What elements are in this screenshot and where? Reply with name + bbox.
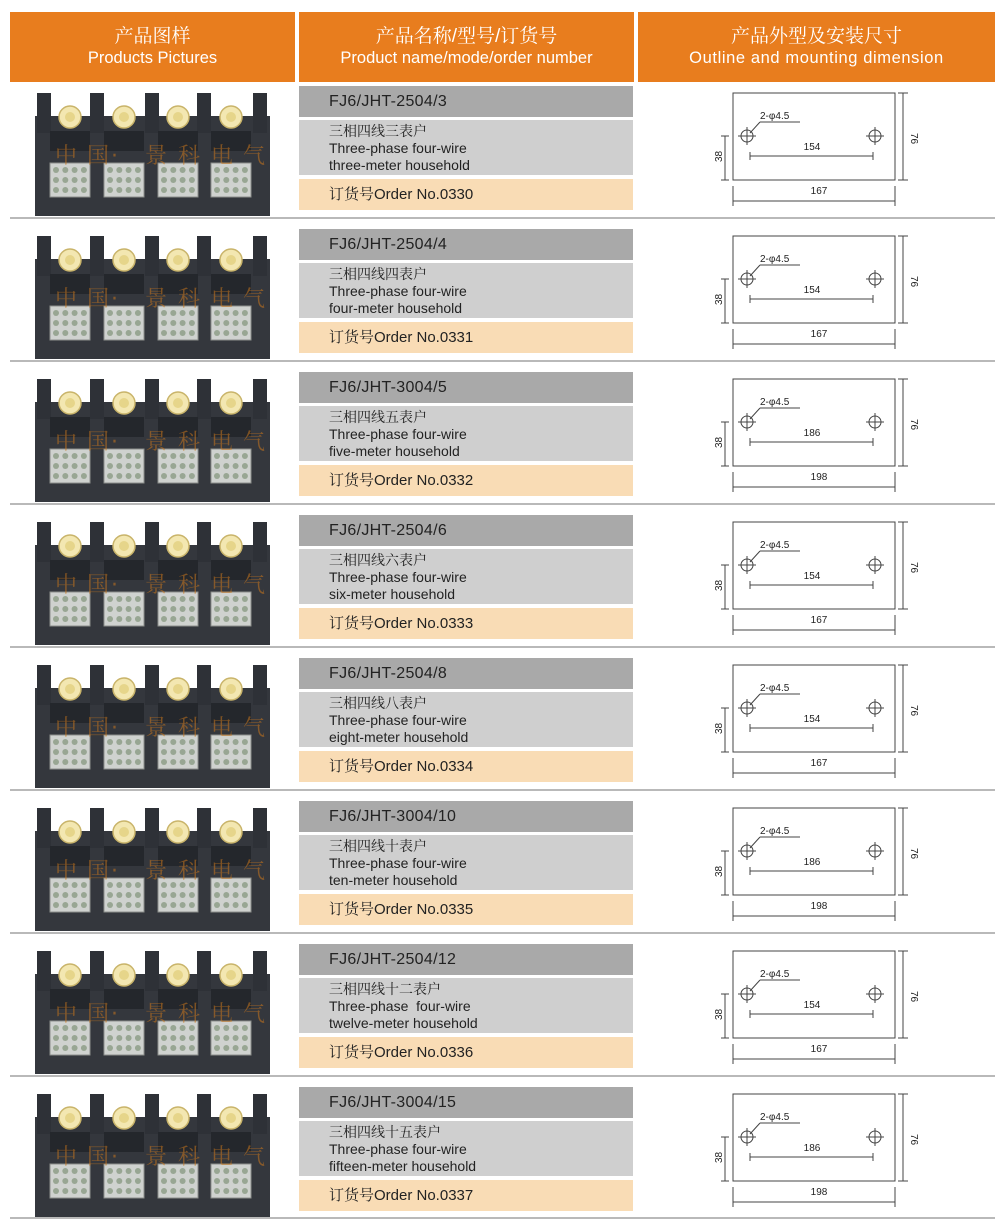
holes-label: 2-φ4.5 — [760, 1112, 790, 1123]
housing-post — [90, 665, 104, 705]
watermark-char: 国 — [87, 144, 110, 169]
product-photo — [35, 1092, 270, 1217]
watermark-char: 景 — [145, 144, 168, 169]
holes-label: 2-φ4.5 — [760, 111, 790, 122]
height-total-label: 76 — [908, 419, 919, 431]
housing-post — [253, 808, 267, 848]
order-number: 订货号Order No.0335 — [299, 894, 633, 925]
model-number: FJ6/JHT-2504/3 — [299, 86, 633, 117]
height-total-label: 76 — [908, 848, 919, 860]
watermark-char: 科 — [178, 287, 201, 312]
product-row — [0, 226, 1002, 369]
height-hole-label: 38 — [714, 1151, 725, 1163]
description-en-line2: eight-meter household — [329, 729, 469, 745]
inner-dimension: 154 — [803, 285, 821, 296]
watermark-char: 中 — [55, 430, 78, 455]
housing-post — [253, 951, 267, 991]
holes-label: 2-φ4.5 — [760, 826, 790, 837]
housing-post — [90, 93, 104, 133]
outer-dimension: 198 — [810, 901, 828, 912]
inner-dimension: 186 — [803, 857, 821, 868]
product-row — [0, 369, 1002, 512]
holes-label: 2-φ4.5 — [760, 254, 790, 265]
product-photo — [35, 806, 270, 931]
housing-post — [145, 93, 159, 133]
product-row — [0, 83, 1002, 226]
watermark-char: 电 — [211, 573, 234, 598]
description-en-line1: Three-phase four-wire — [329, 855, 467, 871]
description-en-line2: six-meter household — [329, 586, 456, 602]
height-hole-label: 38 — [714, 150, 725, 162]
watermark-char: 电 — [211, 430, 234, 455]
housing-post — [145, 379, 159, 419]
dimension-drawing — [710, 944, 920, 1074]
model-number: FJ6/JHT-3004/10 — [299, 801, 633, 832]
housing-post — [145, 951, 159, 991]
description-en-line2: fifteen-meter household — [329, 1158, 477, 1174]
product-photo — [35, 520, 270, 645]
product-photo — [35, 91, 270, 216]
housing-post — [145, 808, 159, 848]
dimension-drawing — [710, 1087, 920, 1217]
housing-post — [90, 379, 104, 419]
mounting-hole — [866, 556, 884, 574]
description-cn: 三相四线四表户 — [329, 266, 427, 282]
row-divider — [10, 1217, 995, 1219]
housing-post — [197, 951, 211, 991]
housing-post — [253, 93, 267, 133]
product-photo — [35, 663, 270, 788]
inner-dimension: 154 — [803, 571, 821, 582]
outer-dimension: 198 — [810, 1187, 828, 1198]
watermark-char: 中 — [55, 716, 78, 741]
height-total-label: 76 — [908, 133, 919, 145]
holes-label: 2-φ4.5 — [760, 683, 790, 694]
watermark-char: 景 — [145, 1145, 168, 1170]
product-description — [299, 120, 633, 175]
watermark-char: 气 — [243, 1002, 266, 1027]
header-col1-cn: 产品图样 — [114, 26, 191, 47]
height-hole-label: 38 — [714, 436, 725, 448]
model-number: FJ6/JHT-2504/8 — [299, 658, 633, 689]
outer-dimension: 167 — [810, 758, 828, 769]
product-row — [0, 798, 1002, 941]
housing-post — [197, 522, 211, 562]
housing-post — [90, 1094, 104, 1134]
mounting-hole — [866, 1128, 884, 1146]
header-col3-en: Outline and mounting dimension — [689, 49, 944, 67]
housing-post — [37, 951, 51, 991]
outer-dimension: 167 — [810, 615, 828, 626]
holes-label: 2-φ4.5 — [760, 540, 790, 551]
description-cn: 三相四线三表户 — [329, 123, 427, 139]
watermark-char: · — [111, 430, 118, 455]
product-photo — [35, 234, 270, 359]
watermark-char: 国 — [87, 573, 110, 598]
header-product-name — [299, 12, 634, 82]
watermark-char: 国 — [87, 716, 110, 741]
dimension-drawing — [710, 515, 920, 645]
order-number: 订货号Order No.0334 — [299, 751, 633, 782]
dimension-drawing — [710, 229, 920, 359]
housing-post — [37, 808, 51, 848]
housing-post — [37, 236, 51, 276]
watermark-char: 电 — [211, 1002, 234, 1027]
outer-dimension: 167 — [810, 1044, 828, 1055]
housing-post — [145, 1094, 159, 1134]
watermark-char: · — [111, 1145, 118, 1170]
description-cn: 三相四线十二表户 — [329, 981, 441, 997]
order-number: 订货号Order No.0331 — [299, 322, 633, 353]
watermark-char: 科 — [178, 716, 201, 741]
watermark-char: 中 — [55, 573, 78, 598]
watermark-char: 国 — [87, 287, 110, 312]
outer-dimension: 167 — [810, 329, 828, 340]
description-en-line1: Three-phase four-wire — [329, 426, 467, 442]
outer-dimension: 198 — [810, 472, 828, 483]
order-number: 订货号Order No.0333 — [299, 608, 633, 639]
watermark-char: 国 — [87, 1145, 110, 1170]
watermark-char: 科 — [178, 1145, 201, 1170]
holes-label: 2-φ4.5 — [760, 397, 790, 408]
description-en-line1: Three-phase four-wire — [329, 140, 467, 156]
description-cn: 三相四线十表户 — [329, 838, 427, 854]
watermark-char: 气 — [243, 859, 266, 884]
product-description — [299, 978, 633, 1033]
watermark-char: · — [111, 859, 118, 884]
housing-post — [197, 808, 211, 848]
watermark-char: 景 — [145, 430, 168, 455]
model-number: FJ6/JHT-3004/15 — [299, 1087, 633, 1118]
order-number: 订货号Order No.0330 — [299, 179, 633, 210]
housing-post — [90, 808, 104, 848]
product-photo — [35, 949, 270, 1074]
watermark-char: 科 — [178, 1002, 201, 1027]
housing-post — [37, 93, 51, 133]
watermark-char: 景 — [145, 716, 168, 741]
product-row — [0, 512, 1002, 655]
header-col3-cn: 产品外型及安装尺寸 — [730, 26, 902, 47]
mounting-hole — [866, 270, 884, 288]
row-divider — [10, 932, 995, 934]
housing-post — [37, 379, 51, 419]
watermark-char: 气 — [243, 287, 266, 312]
housing-post — [37, 1094, 51, 1134]
housing-post — [37, 665, 51, 705]
inner-dimension: 186 — [803, 1143, 821, 1154]
watermark-char: · — [111, 144, 118, 169]
inner-dimension: 186 — [803, 428, 821, 439]
dimension-drawing — [710, 372, 920, 502]
inner-dimension: 154 — [803, 714, 821, 725]
mounting-hole — [866, 699, 884, 717]
inner-dimension: 154 — [803, 1000, 821, 1011]
watermark-char: 电 — [211, 1145, 234, 1170]
height-hole-label: 38 — [714, 293, 725, 305]
watermark-char: · — [111, 716, 118, 741]
watermark-char: 中 — [55, 287, 78, 312]
housing-post — [197, 379, 211, 419]
housing-post — [253, 379, 267, 419]
description-en-line2: four-meter household — [329, 300, 463, 316]
housing-post — [90, 951, 104, 991]
outer-dimension: 167 — [810, 186, 828, 197]
watermark-char: 景 — [145, 859, 168, 884]
housing-post — [145, 522, 159, 562]
row-divider — [10, 217, 995, 219]
dimension-drawing — [710, 801, 920, 931]
watermark-char: · — [111, 573, 118, 598]
watermark-char: 中 — [55, 859, 78, 884]
product-photo — [35, 377, 270, 502]
watermark-char: 国 — [87, 1002, 110, 1027]
housing-post — [145, 665, 159, 705]
row-divider — [10, 360, 995, 362]
product-row — [0, 1084, 1002, 1227]
description-en-line2: twelve-meter household — [329, 1015, 478, 1031]
model-number: FJ6/JHT-2504/6 — [299, 515, 633, 546]
mounting-hole — [866, 985, 884, 1003]
row-divider — [10, 1075, 995, 1077]
housing-post — [253, 1094, 267, 1134]
dimension-drawing — [710, 86, 920, 216]
watermark-char: 景 — [145, 573, 168, 598]
description-cn: 三相四线十五表户 — [329, 1124, 441, 1140]
order-number: 订货号Order No.0332 — [299, 465, 633, 496]
order-number: 订货号Order No.0336 — [299, 1037, 633, 1068]
height-hole-label: 38 — [714, 579, 725, 591]
product-description — [299, 549, 633, 604]
mounting-hole — [866, 127, 884, 145]
model-number: FJ6/JHT-3004/5 — [299, 372, 633, 403]
product-description — [299, 1121, 633, 1176]
header-col2-cn: 产品名称/型号/订货号 — [375, 26, 558, 47]
holes-label: 2-φ4.5 — [760, 969, 790, 980]
height-hole-label: 38 — [714, 865, 725, 877]
height-total-label: 76 — [908, 1134, 919, 1146]
description-en-line1: Three-phase four-wire — [329, 1141, 467, 1157]
product-description — [299, 406, 633, 461]
mounting-hole — [866, 413, 884, 431]
description-cn: 三相四线八表户 — [329, 695, 427, 711]
watermark-char: 中 — [55, 144, 78, 169]
header-col2-en: Product name/mode/order number — [340, 49, 593, 67]
description-en-line1: Three-phase four-wire — [329, 283, 467, 299]
housing-post — [253, 522, 267, 562]
housing-post — [253, 236, 267, 276]
watermark-char: 景 — [145, 287, 168, 312]
housing-post — [90, 236, 104, 276]
housing-post — [197, 1094, 211, 1134]
model-number: FJ6/JHT-2504/4 — [299, 229, 633, 260]
height-total-label: 76 — [908, 276, 919, 288]
watermark-char: 科 — [178, 144, 201, 169]
row-divider — [10, 503, 995, 505]
watermark-char: 科 — [178, 430, 201, 455]
header-col1-en: Products Pictures — [87, 49, 218, 67]
product-description — [299, 835, 633, 890]
watermark-char: 气 — [243, 430, 266, 455]
watermark-char: 电 — [211, 287, 234, 312]
product-description — [299, 692, 633, 747]
watermark-char: 科 — [178, 573, 201, 598]
description-en-line1: Three-phase four-wire — [329, 998, 471, 1014]
description-en-line2: three-meter household — [329, 157, 470, 173]
height-total-label: 76 — [908, 991, 919, 1003]
height-total-label: 76 — [908, 705, 919, 717]
product-description — [299, 263, 633, 318]
description-en-line1: Three-phase four-wire — [329, 569, 467, 585]
watermark-char: 电 — [211, 144, 234, 169]
housing-post — [145, 236, 159, 276]
watermark-char: 气 — [243, 716, 266, 741]
watermark-char: 电 — [211, 859, 234, 884]
housing-post — [37, 522, 51, 562]
watermark-char: 电 — [211, 716, 234, 741]
watermark-char: 气 — [243, 573, 266, 598]
watermark-char: 景 — [145, 1002, 168, 1027]
height-hole-label: 38 — [714, 1008, 725, 1020]
inner-dimension: 154 — [803, 142, 821, 153]
height-total-label: 76 — [908, 562, 919, 574]
description-en-line1: Three-phase four-wire — [329, 712, 467, 728]
housing-post — [253, 665, 267, 705]
header-outline-dimension — [638, 12, 995, 82]
watermark-char: 科 — [178, 859, 201, 884]
housing-post — [197, 236, 211, 276]
description-cn: 三相四线五表户 — [329, 409, 427, 425]
dimension-drawing — [710, 658, 920, 788]
header-products-pictures — [10, 12, 295, 82]
description-cn: 三相四线六表户 — [329, 552, 427, 568]
height-hole-label: 38 — [714, 722, 725, 734]
watermark-char: 国 — [87, 430, 110, 455]
housing-post — [197, 93, 211, 133]
watermark-char: 中 — [55, 1002, 78, 1027]
watermark-char: 气 — [243, 144, 266, 169]
product-row — [0, 655, 1002, 798]
housing-post — [197, 665, 211, 705]
description-en-line2: five-meter household — [329, 443, 460, 459]
watermark-char: 国 — [87, 859, 110, 884]
description-en-line2: ten-meter household — [329, 872, 458, 888]
mounting-hole — [866, 842, 884, 860]
row-divider — [10, 789, 995, 791]
model-number: FJ6/JHT-2504/12 — [299, 944, 633, 975]
watermark-char: · — [111, 287, 118, 312]
housing-post — [90, 522, 104, 562]
watermark-char: · — [111, 1002, 118, 1027]
product-row — [0, 941, 1002, 1084]
order-number: 订货号Order No.0337 — [299, 1180, 633, 1211]
watermark-char: 中 — [55, 1145, 78, 1170]
row-divider — [10, 646, 995, 648]
watermark-char: 气 — [243, 1145, 266, 1170]
